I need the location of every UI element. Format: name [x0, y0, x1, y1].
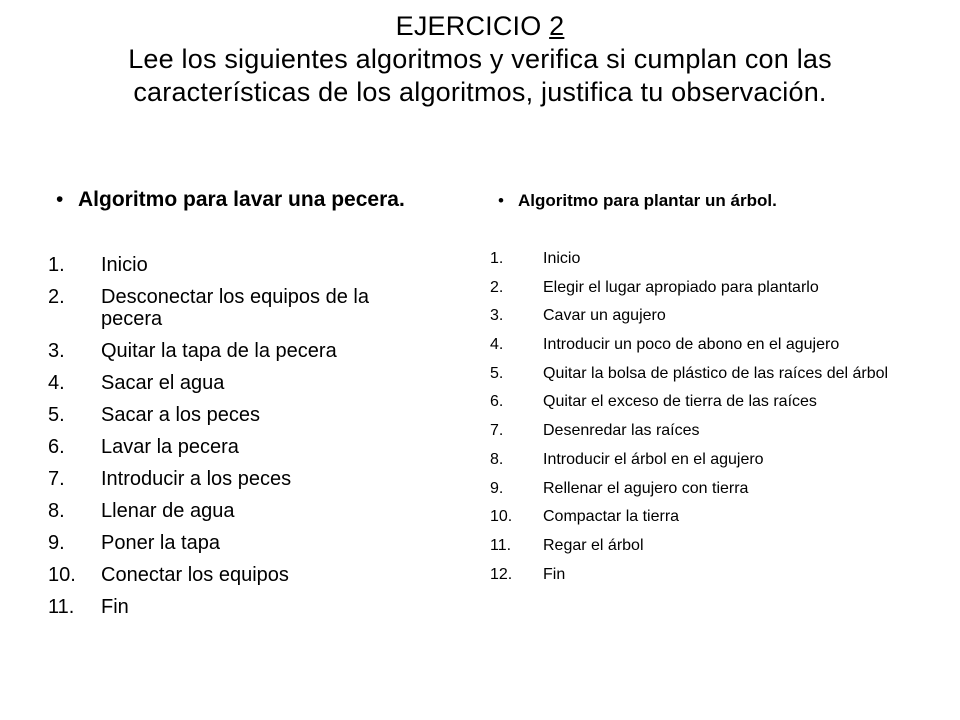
step-number: 5.: [48, 404, 65, 426]
step-number: 2.: [490, 278, 504, 296]
list-item: [490, 335, 880, 354]
list-item: [48, 340, 448, 362]
step-text: Llenar de agua: [101, 500, 235, 522]
title-exercise-number: 2: [549, 11, 565, 41]
list-item: [490, 306, 930, 325]
title-line-1: [40, 10, 920, 43]
list-item: [490, 421, 930, 440]
step-number: 7.: [48, 468, 65, 490]
title-line-3: características de los algoritmos, justifica tu observación.: [133, 76, 827, 107]
right-heading-text: Algoritmo para plantar un árbol.: [518, 191, 777, 210]
list-item: [490, 450, 930, 469]
step-text: Inicio: [101, 254, 148, 276]
step-text: Fin: [101, 596, 129, 618]
step-number: 6.: [490, 393, 504, 411]
step-number: 10.: [48, 564, 76, 586]
list-item: [48, 372, 448, 394]
step-text: Sacar a los peces: [101, 404, 260, 426]
step-number: 1.: [490, 250, 504, 267]
step-text: Desconectar los equipos de la pecera: [101, 286, 369, 330]
list-item: [48, 500, 448, 522]
bullet-icon: •: [56, 188, 64, 211]
step-text: Quitar el exceso de tierra de las raíces: [543, 393, 817, 411]
list-item: [48, 532, 448, 554]
list-item: [490, 392, 930, 411]
step-number: 8.: [490, 450, 504, 468]
list-item: [490, 364, 930, 383]
step-number: 4.: [48, 372, 65, 394]
list-item: [490, 278, 820, 297]
step-text: Quitar la bolsa de plástico de las raíces del árbol: [543, 364, 889, 382]
step-number: 10.: [490, 508, 513, 526]
list-item: [48, 436, 448, 458]
list-item: [48, 286, 378, 330]
step-text: Introducir un poco de abono en el agujero: [543, 336, 840, 354]
step-text: Rellenar el agujero con tierra: [543, 479, 749, 497]
step-number: 1.: [48, 254, 65, 276]
list-item: [48, 404, 448, 426]
step-number: 11.: [48, 596, 75, 618]
step-text: Desenredar las raíces: [543, 422, 700, 440]
step-number: 6.: [48, 436, 65, 458]
list-item: [490, 565, 930, 584]
list-item: [48, 564, 448, 586]
step-text: Lavar la pecera: [101, 436, 239, 458]
list-item: [48, 468, 448, 490]
left-step-list: [48, 254, 448, 628]
step-text: Sacar el agua: [101, 372, 225, 394]
step-number: 9.: [48, 532, 65, 554]
step-number: 11.: [490, 536, 512, 554]
step-text: Poner la tapa: [101, 532, 220, 554]
list-item: [490, 479, 930, 498]
list-item: [48, 596, 448, 618]
step-text: Inicio: [543, 250, 581, 267]
step-number: 5.: [490, 364, 504, 382]
list-item: [490, 507, 930, 526]
right-step-list: [490, 249, 930, 593]
left-heading-text: Algoritmo para lavar una pecera.: [78, 188, 405, 211]
step-number: 3.: [48, 340, 65, 362]
left-heading: [56, 188, 405, 212]
step-text: Conectar los equipos: [101, 564, 289, 586]
title-line-2: Lee los siguientes algoritmos y verifica si cumplan con las: [128, 43, 832, 74]
step-number: 12.: [490, 565, 513, 583]
step-number: 2.: [48, 286, 65, 308]
step-text: Introducir a los peces: [101, 468, 292, 490]
list-item: [490, 536, 930, 555]
step-number: 3.: [490, 307, 504, 325]
step-number: 7.: [490, 422, 504, 440]
list-item: [490, 249, 930, 268]
step-text: Cavar un agujero: [543, 307, 666, 325]
step-number: 4.: [490, 336, 504, 354]
step-number: 9.: [490, 479, 504, 497]
list-item: [48, 254, 448, 276]
title-exercise-label: EJERCICIO: [395, 11, 550, 41]
step-text: Fin: [543, 565, 566, 583]
right-heading: [498, 191, 777, 211]
step-text: Introducir el árbol en el agujero: [543, 450, 764, 468]
step-text: Compactar la tierra: [543, 508, 680, 526]
slide-title: [40, 10, 920, 109]
step-text: Elegir el lugar apropiado para plantarlo: [543, 278, 819, 296]
step-text: Quitar la tapa de la pecera: [101, 340, 337, 362]
step-number: 8.: [48, 500, 65, 522]
bullet-icon: •: [498, 191, 504, 210]
step-text: Regar el árbol: [543, 536, 644, 554]
